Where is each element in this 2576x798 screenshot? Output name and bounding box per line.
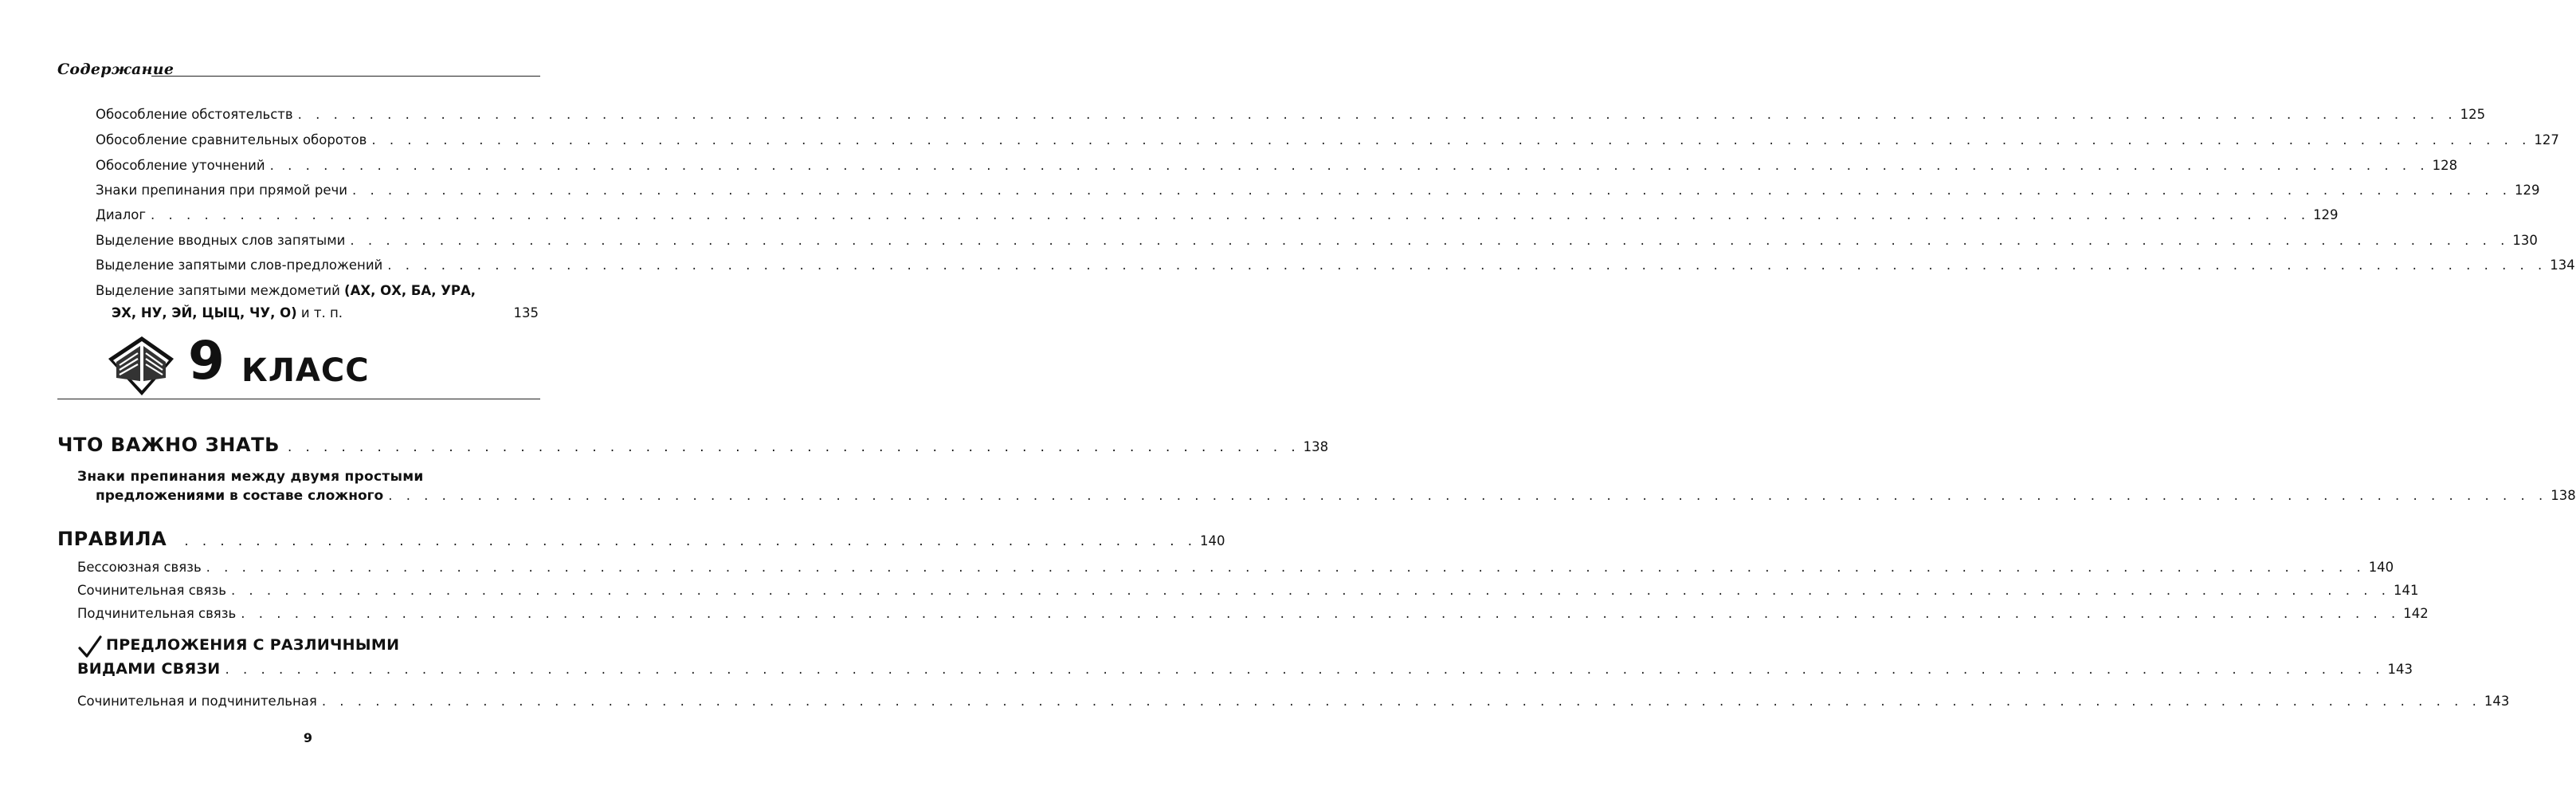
grade-word: КЛАСС <box>241 352 370 389</box>
section-rules[interactable] <box>57 528 1225 550</box>
toc-entry-page: 140 <box>2368 560 2394 575</box>
toc-entry-page: 125 <box>2460 107 2486 122</box>
grade-number: 9 <box>188 330 225 391</box>
leader-dots <box>350 233 2509 248</box>
subsection-entry[interactable] <box>77 660 2413 678</box>
toc-entry-interjections-line1[interactable] <box>96 283 476 298</box>
toc-entry-title: Подчинительная связь <box>77 606 237 621</box>
toc-entry-title: Сочинительная связь <box>77 583 226 598</box>
toc-entry[interactable] <box>96 488 2576 504</box>
leader-dots <box>241 606 2400 621</box>
leader-dots <box>231 583 2390 598</box>
toc-entry-title: Диалог <box>96 207 147 222</box>
leader-dots <box>387 257 2547 273</box>
leader-dots <box>206 560 2366 575</box>
header-rule <box>151 76 540 77</box>
toc-entry-line1[interactable]: Знаки препинания между двумя простыми <box>77 469 424 485</box>
toc-entry-title: Обособление уточнений <box>96 158 265 173</box>
leader-dots <box>322 694 2481 709</box>
toc-entry-title: предложениями в составе сложного <box>96 488 384 504</box>
section-title: ПРАВИЛА <box>57 528 167 550</box>
section-what-to-know[interactable] <box>57 434 1329 456</box>
toc-entry[interactable] <box>96 158 2458 173</box>
toc-entry-title: Обособление сравнительных оборотов <box>96 132 367 147</box>
toc-entry[interactable] <box>77 560 2394 575</box>
toc-entry-interjections-line2[interactable] <box>112 305 539 320</box>
toc-entry-title: Знаки препинания при прямой речи <box>96 183 347 198</box>
checkmark-icon <box>77 635 103 658</box>
toc-entry[interactable] <box>96 107 2486 122</box>
toc-entry[interactable] <box>77 583 2419 598</box>
header-title: Содержание <box>57 61 174 78</box>
toc-entry-title: Сочинительная и подчинительная <box>77 694 317 709</box>
subsection-title-line1[interactable]: ПРЕДЛОЖЕНИЯ С РАЗЛИЧНЫМИ <box>106 636 400 654</box>
leader-dots <box>298 107 2457 122</box>
leader-dots <box>151 207 2310 222</box>
toc-entry-page: 135 <box>513 305 539 320</box>
toc-entry[interactable] <box>77 606 2429 621</box>
subsection-title-line2: ВИДАМИ СВЯЗИ <box>77 660 221 678</box>
page-header <box>57 61 540 83</box>
toc-entry[interactable] <box>96 183 2540 198</box>
toc-entry-title: и т. п. <box>296 305 343 320</box>
section-title: ЧТО ВАЖНО ЗНАТЬ <box>57 434 280 456</box>
toc-entry-title: Выделение запятыми слов-предложений <box>96 257 383 273</box>
toc-entry-title: Выделение вводных слов запятыми <box>96 233 346 248</box>
section-page: 138 <box>1303 439 1329 454</box>
toc-entry-page: 128 <box>2432 158 2458 173</box>
toc-entry[interactable] <box>96 207 2339 222</box>
toc-entry[interactable] <box>96 132 2559 147</box>
open-book-icon <box>107 333 175 397</box>
leader-dots: . . . . . . . . . . . . . . . . . . . . . . . . . . . . . . . . . . . . . . . . . . . . . . . . . . . . . . . . . <box>288 439 1300 454</box>
toc-entry[interactable] <box>77 694 2510 709</box>
toc-entry[interactable] <box>96 233 2538 248</box>
toc-entry-title: Бессоюзная связь <box>77 560 202 575</box>
toc-entry-title-bold: ЭХ, НУ, ЭЙ, ЦЫЦ, ЧУ, О) <box>112 305 297 320</box>
toc-entry[interactable] <box>96 257 2575 273</box>
toc-entry-title: Выделение запятыми междометий <box>96 283 345 298</box>
toc-entry-page: 129 <box>2514 183 2540 198</box>
leader-dots <box>352 183 2511 198</box>
toc-entry-page: 130 <box>2512 233 2538 248</box>
toc-entry-page: 142 <box>2403 606 2429 621</box>
leader-dots <box>270 158 2429 173</box>
toc-entry-title: Обособление обстоятельств <box>96 107 293 122</box>
section-page: 140 <box>1200 533 1225 548</box>
toc-entry-page: 138 <box>2551 488 2576 503</box>
toc-entry-title-bold: (АХ, ОХ, БА, УРА, <box>344 283 476 298</box>
page-number: 9 <box>303 730 313 745</box>
toc-entry-page: 143 <box>2387 662 2413 677</box>
leader-dots: . . . . . . . . . . . . . . . . . . . . . . . . . . . . . . . . . . . . . . . . . . . . . . . . . . . . . . . . . <box>184 533 1198 548</box>
leader-dots <box>371 132 2531 147</box>
leader-dots <box>225 662 2385 677</box>
toc-entry-page: 129 <box>2313 207 2339 222</box>
toc-entry-page: 141 <box>2393 583 2419 598</box>
toc-entry-page: 143 <box>2484 694 2510 709</box>
leader-dots <box>388 488 2547 503</box>
toc-entry-page: 127 <box>2534 132 2559 147</box>
toc-entry-page: 134 <box>2550 257 2575 273</box>
